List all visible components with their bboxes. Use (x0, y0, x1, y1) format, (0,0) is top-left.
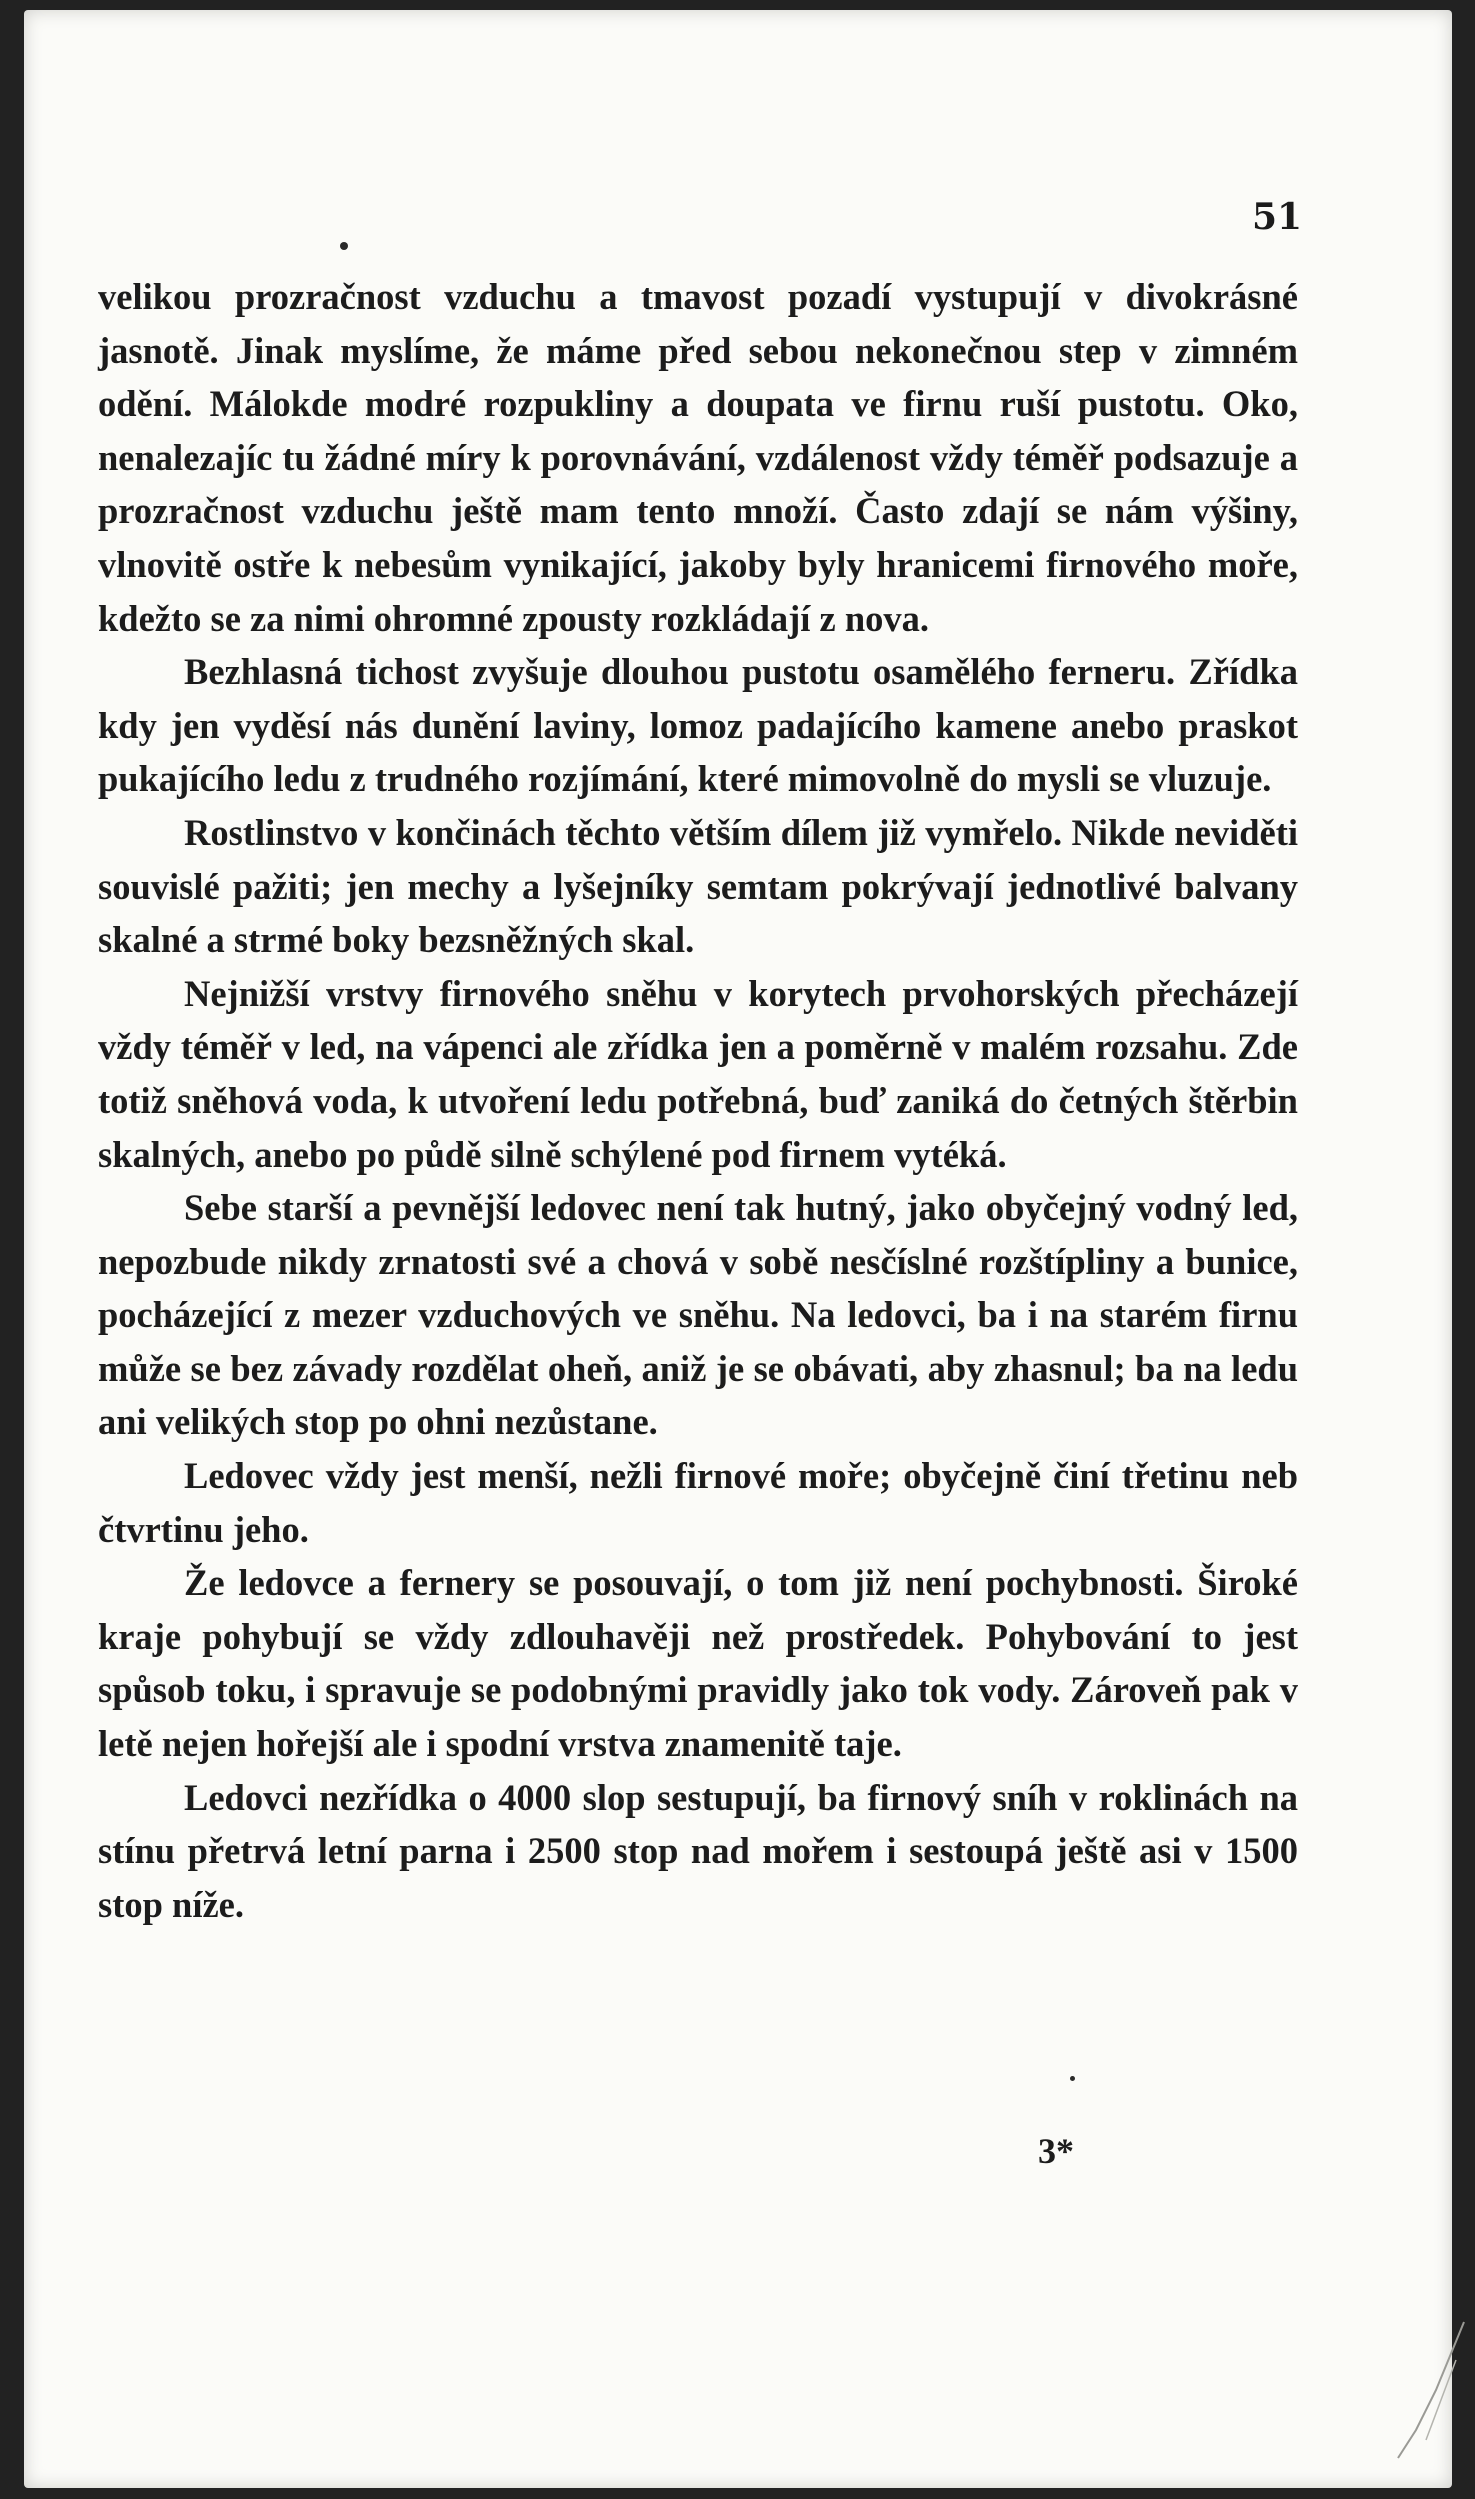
ink-speck (340, 242, 348, 250)
paragraph: velikou prozračnost vzduchu a tmavost pozadí vystupují v divokrásné jasnotě. Jinak myslíme, že máme před sebou nekonečnou step v zimném odění. Málokde modré rozpukliny a doupata ve firnu ruší pustotu. Oko, nenalezajíc tu žádné míry k porovnávání, vzdálenost vždy téměř podsazuje a prozračnost vzduchu ještě mam tento množí. Často zdají se nám výšiny, vlnovitě ostře k nebesům vynikající, jakoby byly hranicemi firnového moře, kdežto se za nimi ohromné zpousty rozkládají z nova. (98, 276, 1298, 639)
page-number: 51 (1252, 196, 1303, 238)
ink-speck (1070, 2076, 1075, 2081)
paragraph: Nejnižší vrstvy firnového sněhu v korytech prvohorských přecházejí vždy téměř v led, na vápenci ale zřídka jen a poměrně v malém rozsahu. Zde totiž sněhová voda, k utvoření ledu potřebná, buď zaniká do četných štěrbin skalných, anebo po půdě silně schýlené pod firnem vytéká. (98, 972, 1298, 1175)
paragraph: Že ledovce a fernery se posouvají, o tom již není pochybnosti. Široké kraje pohybují se vždy zdlouhavěji než prostředek. Pohybování to jest spůsob toku, i spravuje se podobnými pravidly jako tok vody. Zároveň pak v letě nejen hořejší ale i spodní vrstva znamenitě taje. (98, 1562, 1298, 1765)
paper-crease-mark (1396, 2320, 1466, 2460)
signature-mark: 3* (1038, 2131, 1074, 2171)
paragraph: Ledovec vždy jest menší, nežli firnové moře; obyčejně činí třetinu neb čtvrtinu jeho. (98, 1455, 1298, 1550)
paragraph: Rostlinstvo v končinách těchto větším dílem již vymřelo. Nikde neviděti souvislé pažiti; jen mechy a lyšejníky semtam pokrývají jednotlivé balvany skalné a strmé boky bezsněžných skal. (98, 811, 1298, 961)
paragraph: Sebe starší a pevnější ledovec není tak hutný, jako obyčejný vodný led, nepozbude nikdy zrnatosti své a chová v sobě nesčíslné rozštípliny a bunice, pocházející z mezer vzduchových ve sněhu. Na ledovci, ba i na starém firnu může se bez závady rozdělat oheň, aniž je se obávati, aby zhasnul; ba na ledu ani velikých stop po ohni nezůstane. (98, 1187, 1298, 1443)
body-text (98, 270, 1298, 1931)
paragraph: Bezhlasná tichost zvyšuje dlouhou pustotu osamělého ferneru. Zřídka kdy jen vyděsí nás dunění laviny, lomoz padajícího kamene anebo praskot pukajícího ledu z trudného rozjímání, které mimovolně do mysli se vluzuje. (98, 651, 1298, 800)
paragraph: Ledovci nezřídka o 4000 slop sestupují, ba firnový sníh v roklinách na stínu přetrvá letní parna i 2500 stop nad mořem i sestoupá ještě asi v 1500 stop níže. (98, 1776, 1298, 1925)
